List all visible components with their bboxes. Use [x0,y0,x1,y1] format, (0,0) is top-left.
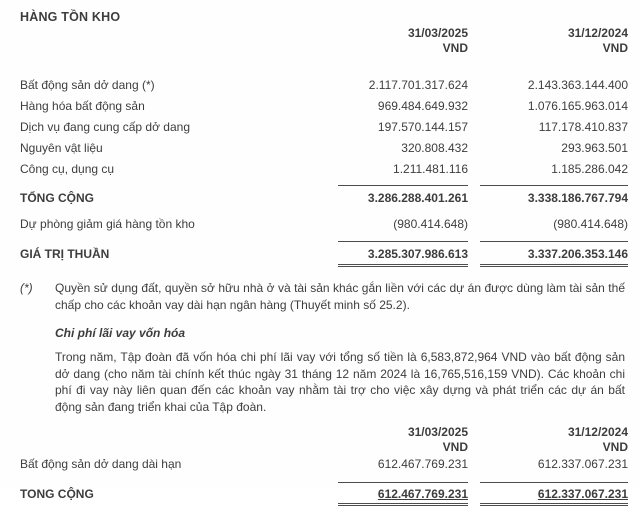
value-2024: 117.178.410.837 [538,120,628,134]
net-value-row [20,241,628,267]
column-header-2 [480,26,628,56]
column-header-1 [338,26,468,56]
table-row [20,138,628,159]
net-value-2025: 3.285.307.986.613 [338,241,468,267]
total-value-2025: 3.286.288.401.261 [338,185,468,205]
column-header-2 [480,425,628,455]
row-label: Bất động sản dở dang dài hạn [20,457,182,471]
inventory-table-header [20,26,628,56]
value-2024: 1.185.286.042 [551,162,628,176]
longterm-table [20,425,628,506]
capitalized-interest-heading: Chi phí lãi vay vốn hóa [55,326,186,340]
value-2025: 320.808.432 [401,141,468,155]
value-2024: 293.963.501 [561,141,628,155]
footnote [20,280,628,313]
table-row [20,159,628,180]
provision-value-2024: (980.414.648) [553,217,628,231]
inventory-table-body [20,75,628,180]
column-unit-2: VND [602,440,628,454]
net-label: GIÁ TRỊ THUẦN [20,247,110,261]
longterm-table-header [20,425,628,455]
column-date-2: 31/12/2024 [567,26,628,40]
total-label: TỔNG CỘNG [20,191,94,205]
column-unit-2: VND [602,41,628,55]
footnote-marker: (*) [20,281,33,295]
column-unit-1: VND [442,440,468,454]
longterm-total-row [20,481,628,506]
table-row [20,75,628,96]
column-date-2: 31/12/2024 [567,425,628,439]
net-value-2024: 3.337.206.353.146 [480,241,628,267]
row-label: Hàng hóa bất động sản [20,99,145,113]
table-row [20,117,628,138]
column-header-1 [338,425,468,455]
row-label: Công cụ, dụng cụ [20,162,115,176]
total-value-2025-text: 612.467.769.231 [377,487,468,501]
total-value-2024-text: 612.337.067.231 [537,487,628,501]
value-2025: 612.467.769.231 [377,457,468,471]
total-value-2025 [338,482,468,506]
total-value-2024: 3.338.186.767.794 [480,185,628,205]
row-label: Dịch vụ đang cung cấp dở dang [20,120,190,134]
column-date-1: 31/03/2025 [407,26,468,40]
column-unit-1: VND [442,41,468,55]
value-2025: 2.117.701.317.624 [368,78,468,92]
total-row [20,185,628,205]
value-2024: 2.143.363.144.400 [527,78,628,92]
inventory-table [20,26,628,267]
footnote-text: Quyền sử dụng đất, quyền sở hữu nhà ở và tài sản khác gắn liền với các dự án được dùng làm tài sản thế chấp cho các khoản vay dài hạn ngân hàng (Thuyết minh số 25.2). [55,281,625,312]
page-title: HÀNG TỒN KHO [20,10,121,24]
capitalized-interest-paragraph: Trong năm, Tập đoàn đã vốn hóa chi phí lãi vay với tổng số tiền là 6,583,872,964 VND vào bất động sản dở dang (cho năm tài chính kết thúc ngày 31 tháng 12 năm 2024 là 16,765,516,159 VND). Các khoản chi phí đi vay này liên quan đến các khoản vay nhằm tài trợ cho việc xây dựng và phát triển các dự án bất động sản đang triển khai của Tập đoàn. [55,350,625,414]
provision-row [20,214,628,235]
value-2024: 612.337.067.231 [537,457,628,471]
provision-label: Dự phòng giảm giá hàng tồn kho [20,217,195,231]
column-date-1: 31/03/2025 [407,425,468,439]
provision-value-2025: (980.414.648) [393,217,468,231]
table-row [20,96,628,117]
value-2025: 197.570.144.157 [377,120,468,134]
value-2024: 1.076.165.963.014 [527,99,628,113]
row-label: Bất động sản dở dang (*) [20,78,155,92]
table-row [20,455,628,474]
value-2025: 969.484.649.932 [377,99,468,113]
row-label: Nguyên vật liệu [20,141,103,155]
total-value-2024 [480,482,628,506]
total-label: TONG CỘNG [20,487,94,501]
value-2025: 1.211.481.116 [393,162,468,176]
